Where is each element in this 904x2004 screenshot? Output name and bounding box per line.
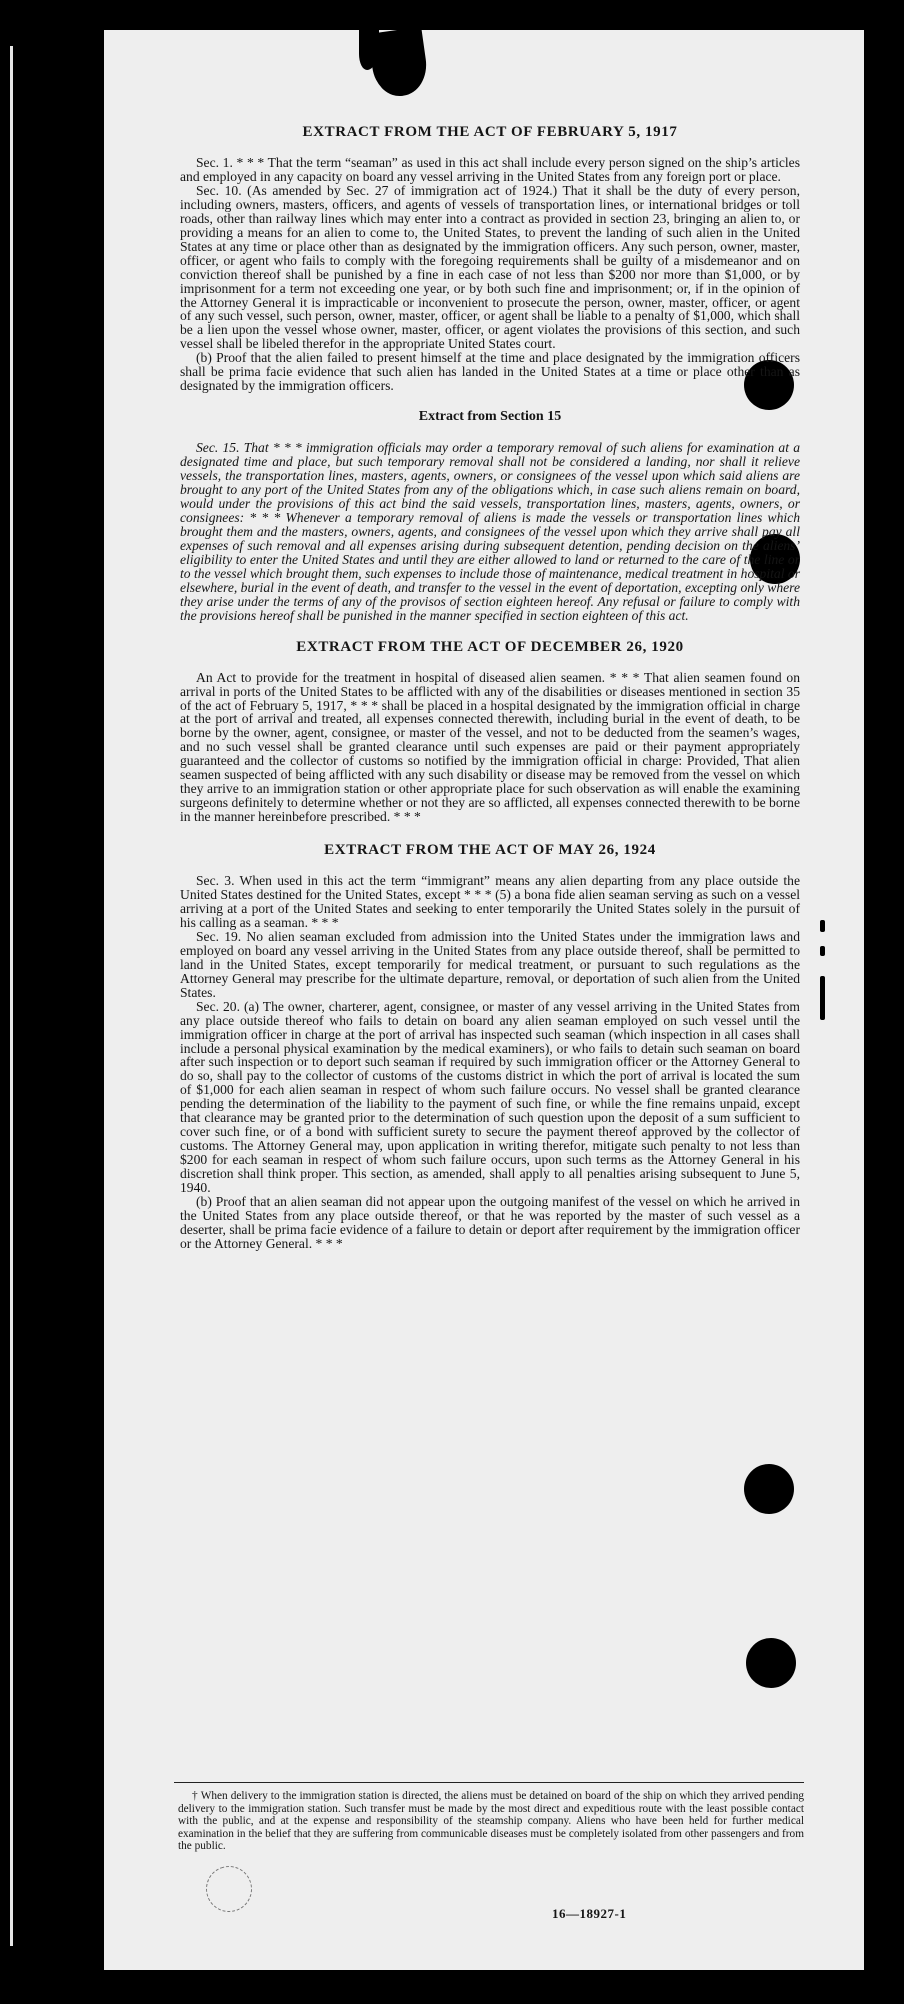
footnote-rule [174,1782,804,1783]
paragraph-sec-15: Sec. 15. That * * * immigration officials may order a temporary removal of such aliens for examination at a designated time and place, but such temporary removal shall not be considered a landing, nor shall it relieve vessels, the transportation lines, masters, agents, owners, or consignees of the vessel upon which said aliens are brought to any port of the United States from any of the obligations which, in case such aliens remain on board, would under the provisions of this act bind the said vessels, transportation lines, masters, agents, owners, or consignees: * * * Whenever a temporary removal of aliens is made the vessels or transportation lines which brought them and the masters, owners, agents, and consignees of the vessel upon which they arrive shall pay all expenses of such removal and all expenses arising during subsequent detention, pending decision on the aliens’ eligibility to enter the United States and until they are either allowed to land or returned to the care of the line or to the vessel which brought them, such expenses to include those of maintenance, medical treatment in hospital or elsewhere, burial in the event of death, and transfer to the vessel in the event of deportation, excepting only where they arise under the terms of any of the provisos of section eighteen hereof. Any refusal or failure to comply with the provisions hereof shall be punished in the manner specified in section eighteen of this act. [180,440,800,623]
margin-mark [820,976,825,1020]
document-body [180,122,800,1251]
heading-act-1917: EXTRACT FROM THE ACT OF FEBRUARY 5, 1917 [302,124,678,140]
heading-act-1920: EXTRACT FROM THE ACT OF DECEMBER 26, 1920 [296,638,684,655]
paragraph-sec-10b: (b) Proof that the alien failed to present himself at the time and place designated by the immigration officers shall be prima facie evidence that such alien has landed in the United States at a time or place other than as designated by the immigration officers. [180,350,800,394]
film-edge-strip [10,46,13,1946]
punch-hole [746,1638,796,1688]
margin-mark [820,946,825,956]
paragraph-sec-3: Sec. 3. When used in this act the term “immigrant” means any alien departing from any place outside the United States destined for the United States, except * * * (5) a bona fide alien seaman serving as such on a vessel arriving at a port of the United States and seeking to enter temporarily the United States solely in the pursuit of his calling as a seaman. * * * [180,873,800,930]
stamp-mark [200,1860,259,1919]
paragraph-sec-20b: (b) Proof that an alien seaman did not appear upon the outgoing manifest of the vessel on which he arrived in the United States from any place outside thereof, or that he was reported by the master of such vessel as a deserter, shall be prima facie evidence of a failure to detain or deport after requirement by the immigration officer or the Attorney General. * * * [180,1194,800,1251]
document-page [104,30,864,1970]
paragraph-sec-19: Sec. 19. No alien seaman excluded from admission into the United States under the immigration laws and employed on board any vessel arriving in the United States from any place outside thereof, shall be permitted to land in the United States, except temporarily for medical treatment, or pursuant to such regulations as the Attorney General may prescribe for the ultimate departure, removal, or deportation of such alien from the United States. [180,928,800,1000]
footnote: † When delivery to the immigration station is directed, the aliens must be detained on board of the ship on which they arrived pending delivery to the immigration station. Such transfer must be made by the most direct and expeditious route with the least possible contact with the public, and at the expense and responsibility of the steamship company. Aliens who have been held for further medical examination in the belief that they are suffering from communicable diseases must be completely isolated from other passengers and from the public. [178,1790,804,1853]
punch-hole [744,1464,794,1514]
paragraph-sec-1: Sec. 1. * * * That the term “seaman” as used in this act shall include every person signed on the ship’s articles and employed in any capacity on board any vessel arriving in the United States from any foreign port or place. [180,155,800,184]
form-number: 16—18927-1 [552,1906,627,1921]
margin-mark [820,920,825,932]
paragraph-act-1920: An Act to provide for the treatment in hospital of diseased alien seamen. * * * That alien seamen found on arrival in ports of the United States to be afflicted with any of the disabilities or diseases mentioned in section 35 of the act of February 5, 1917, * * * shall be placed in a hospital designated by the immigration official in charge at the port of arrival and treated, all expenses connected therewith, including burial in the event of death, to be borne by the owner, agent, consignee, or master of the vessel, and not to be deducted from the seamen’s wages, and no such vessel shall be granted clearance until such expenses are paid or their payment appropriately guaranteed and the collector of customs so notified by the immigration official in charge: Provided, That alien seamen suspected of being afflicted with any such disability or disease may be removed from the vessel on which they arrive to an immigration station or other appropriate place for such observation as will enable the examining surgeons definitely to determine whether or not they are so afflicted, all expenses connected therewith to be borne in the manner hereinbefore prescribed. * * * [180,669,800,825]
heading-section-15: Extract from Section 15 [418,409,562,425]
paragraph-sec-10: Sec. 10. (As amended by Sec. 27 of immigration act of 1924.) That it shall be the duty of every person, including owners, masters, officers, and agents of vessels of transportation lines, or international bridges or toll roads, other than railway lines which may enter into a contract as provided in section 23, bringing an alien to, or providing a means for an alien to come to, the United States, to prevent the landing of such alien in the United States at any time or place other than as designated by the immigration officers. Any such person, owner, master, officer, or agent who fails to comply with the foregoing requirements shall be guilty of a misdemeanor and on conviction thereof shall be punished by a fine in each case of not less than $200 nor more than $1,000, or by imprisonment for a term not exceeding one year, or by both such fine and imprisonment; or, if in the opinion of the Attorney General it is impracticable or inconvenient to prosecute the person, owner, master, officer, or agent of any such vessel, such person, owner, master, officer, or agent shall be liable to a penalty of $1,000, which shall be a lien upon the vessel whose owner, master, officer, or agent violates the provisions of this section, and such vessel shall be libeled therefor in the appropriate United States court. [180,182,800,352]
heading-act-1924: EXTRACT FROM THE ACT OF MAY 26, 1924 [324,842,656,859]
paragraph-sec-20a: Sec. 20. (a) The owner, charterer, agent, consignee, or master of any vessel arriving in the United States from any place outside thereof who fails to detain on board any alien seaman employed on such vessel until the immigration officer in charge at the port of arrival has inspected such seaman (which inspection in all cases shall include a personal physical examination by the medical examiners), or who fails to detain such seaman on board after such inspection or to deport such seaman if required by such immigration officer or the Attorney General to do so, shall pay to the collector of customs of the customs district in which the port of arrival is located the sum of $1,000 for each alien seaman in respect of whom such failure occurs. No vessel shall be granted clearance pending the determination of the liability to the payment of such fine, or while the fine remains unpaid, except that clearance may be granted prior to the determination of such question upon the deposit of a sum sufficient to cover such fine, or of a bond with sufficient surety to secure the payment thereof approved by the collector of customs. The Attorney General may, upon application in writing therefor, mitigate such penalty to not less than $200 for each seaman in respect of whom such failure occurs, upon such terms as the Attorney General in his discretion shall think proper. This section, as amended, shall apply to all penalties arising subsequent to June 5, 1940. [180,998,800,1196]
